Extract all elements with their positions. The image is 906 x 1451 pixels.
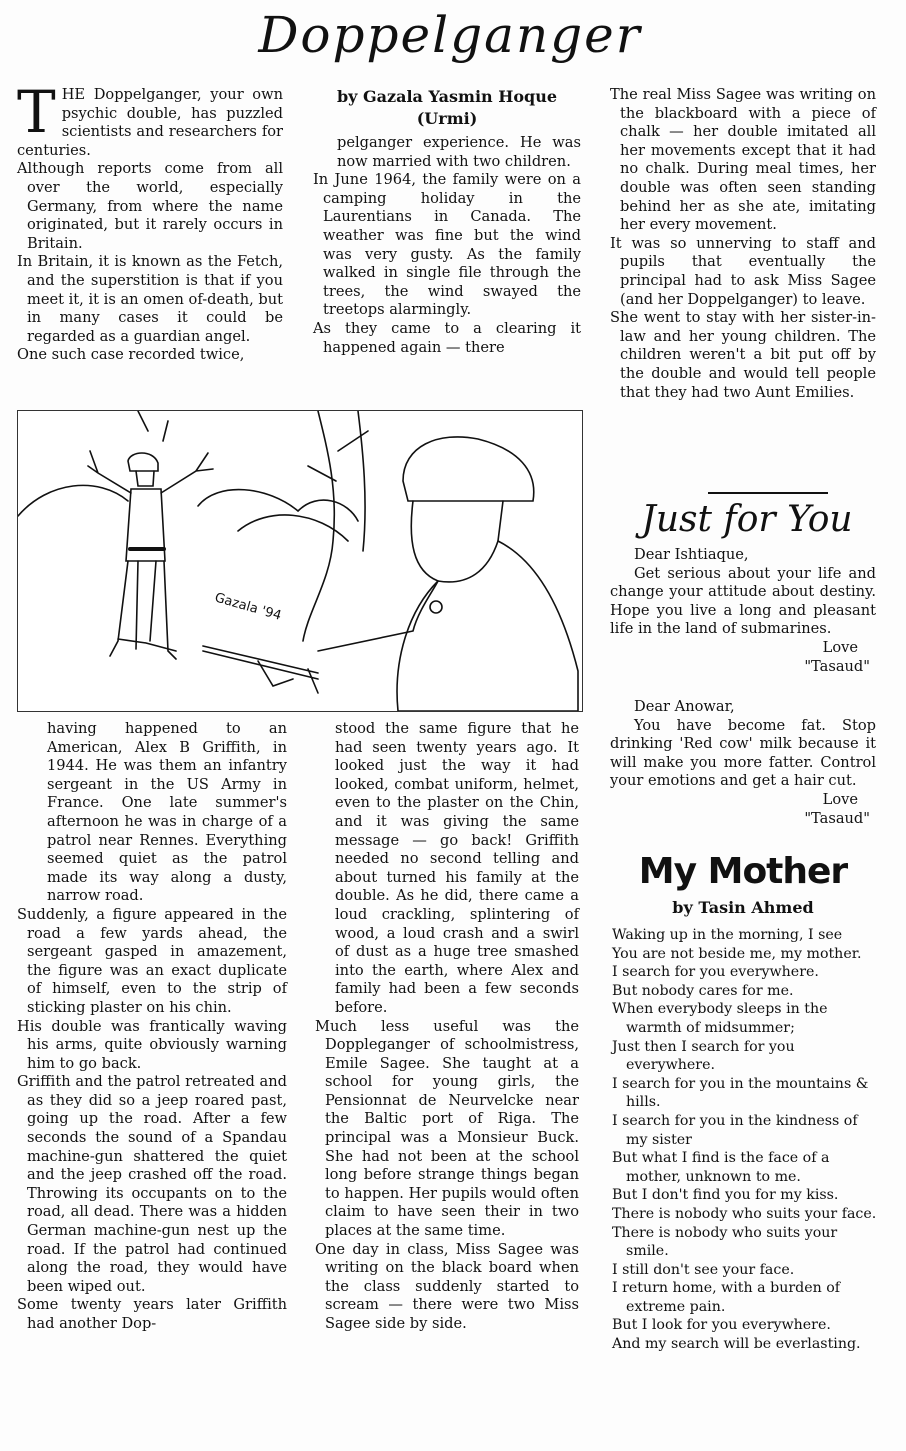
- poem-line: Waking up in the morning, I see: [612, 927, 843, 943]
- poem-line: But nobody cares for me.: [612, 982, 794, 999]
- letter-closing: Love: [822, 638, 858, 656]
- paragraph: In Britain, it is known as the Fetch, and the superstition is that if you meet it, it is an omen of-death, but in many cases it could be regarded as a guardian angel.: [17, 253, 283, 345]
- just-for-you-heading: Just for You: [641, 499, 853, 540]
- poem-line: But I don't find you for my kiss.: [612, 1187, 839, 1204]
- illustration: [17, 410, 583, 712]
- letter-salutation: Dear Anowar,: [634, 698, 735, 715]
- paragraph: As they came to a clearing it happened again — there: [313, 319, 581, 356]
- paragraph: Suddenly, a figure appeared in the road a few yards ahead, the sergeant gasped in amazement, the figure was an exact duplicate of himself, even to the strip of sticking plaster on his chin.: [17, 905, 287, 1016]
- letter-ishtiaque: [610, 546, 876, 676]
- poem-line: I search for you in the kindness of my sister: [612, 1112, 858, 1148]
- paragraph: Some twenty years later Griffith had another Dop-: [17, 1296, 287, 1332]
- letter-body: You have become fat. Stop drinking 'Red cow' milk because it will make you more fatter. Control your emotions and get a hair cut.: [610, 716, 876, 790]
- poem-byline: by Tasin Ahmed: [672, 898, 814, 917]
- column-1-top: [17, 78, 283, 365]
- artist-signature: Gazala '94: [212, 590, 284, 624]
- letter-closing: Love: [822, 790, 858, 808]
- letter-body: Get serious about your life and change your attitude about destiny. Hope you live a long and pleasant life in the land of submarines.: [610, 564, 876, 638]
- paragraph: One such case recorded twice,: [17, 346, 245, 364]
- poem-line: Just then I search for you everywhere.: [612, 1038, 795, 1074]
- paragraph: The real Miss Sagee was writing on the blackboard with a piece of chalk — her double imitated all her movements except that it had no chalk. During meal times, her double was often seen standing behind her as she ate, imitating her every movement.: [610, 86, 876, 234]
- column-3-top: [610, 86, 876, 402]
- column-2-top: [313, 86, 581, 357]
- paragraph: Griffith and the patrol retreated and as they did so a jeep roared past, going up the road. After a few seconds the sound of a Spandau machine-gun shattered the quiet and the jeep crashed off the road. Throwing its occupants on to the road, all dead. There was a hidden German machine-gun nest up the road. If the patrol had continued along the road, they would have been wiped out.: [17, 1073, 287, 1295]
- paragraph: having happened to an American, Alex B Griffith, in 1944. He was them an infantry sergeant in the US Army in France. One late summer's afternoon he was in charge of a patrol near Rennes. Everything seemed quiet as the patrol made its way along a dusty, narrow road.: [47, 720, 287, 905]
- byline-name: by Gazala Yasmin Hoque: [336, 87, 558, 106]
- column-1-bottom: [17, 720, 287, 1334]
- article-title: Doppelganger: [258, 6, 642, 64]
- poem-line: But what I find is the face of a mother, unknown to me.: [612, 1150, 830, 1185]
- paragraph: His double was frantically waving his arms, quite obviously warning him to go back.: [17, 1017, 287, 1072]
- poem-title: My Mother: [638, 851, 848, 892]
- letter-salutation: Dear Ishtiaque,: [634, 546, 749, 563]
- paragraph: stood the same figure that he had seen twenty years ago. It looked just the way it had looked, combat uniform, helmet, even to the plaster on the Chin, and it was giving the same message — go back! Griffith needed no second telling and about turned his family at the double. As he did, there came a loud crackling, splintering of wood, a loud crash and a swirl of dust as a huge tree smashed into the earth, where Alex and family had been a few seconds before.: [335, 720, 579, 1016]
- byline-alias: (Urmi): [416, 109, 478, 128]
- paragraph: It was so unnerving to staff and pupils that eventually the principal had to ask Miss Sagee (and her Doppelganger) to leave.: [610, 234, 876, 308]
- paragraph: Although reports come from all over the world, especially Germany, from where the name originated, but it rarely occurs in Britain.: [17, 160, 283, 252]
- paragraph: She went to stay with her sister-in-law and her young children. The children weren't a bit put off by the double and would tell people that they had two Aunt Emilies.: [610, 309, 876, 401]
- poem-line: I search for you in the mountains & hills.: [612, 1075, 869, 1111]
- paragraph: pelganger experience. He was now married with two children.: [337, 134, 581, 170]
- paragraph: HE Doppelganger, your own psychic double, has puzzled scientists and researchers for centuries.: [17, 86, 283, 159]
- paragraph: In June 1964, the family were on a camping holiday in the Laurentians in Canada. The weather was fine but the wind was very gusty. As the family walked in single file through the trees, the wind swayed the treetops alarmingly.: [313, 171, 581, 319]
- poem-line: When everybody sleeps in the warmth of midsummer;: [612, 1001, 828, 1036]
- poem-body: [610, 926, 878, 1354]
- letter-signature: "Tasaud": [804, 657, 870, 675]
- column-2-bottom: [315, 720, 579, 1334]
- paragraph: One day in class, Miss Sagee was writing on the black board when the class suddenly started to scream — there were two Miss Sagee side by side.: [315, 1240, 579, 1332]
- divider-rule: [708, 492, 828, 494]
- poem-line: There is nobody who suits your smile.: [612, 1224, 838, 1260]
- soldier-sketch: [18, 411, 582, 711]
- poem-line: I return home, with a burden of extreme pain.: [612, 1280, 841, 1315]
- letter-anowar: [610, 698, 876, 828]
- letter-signature: "Tasaud": [804, 809, 870, 827]
- poem-line: And my search will be everlasting.: [612, 1336, 861, 1353]
- poem-line: But I look for you everywhere.: [612, 1317, 831, 1334]
- drop-cap: T: [17, 78, 56, 146]
- poem-line: There is nobody who suits your face.: [612, 1205, 877, 1222]
- poem-line: I still don't see your face.: [612, 1261, 795, 1278]
- poem-line: I search for you everywhere.: [612, 964, 819, 981]
- paragraph: Much less useful was the Doppleganger of schoolmistress, Emile Sagee. She taught at a school for young girls, the Pensionnat de Neurvelcke near the Baltic port of Riga. The principal was a Monsieur Buck. She had not been at the school long before strange things began to happen. Her pupils would often claim to have seen their in two places at the same time.: [315, 1017, 579, 1240]
- poem-line: You are not beside me, my mother.: [612, 945, 862, 962]
